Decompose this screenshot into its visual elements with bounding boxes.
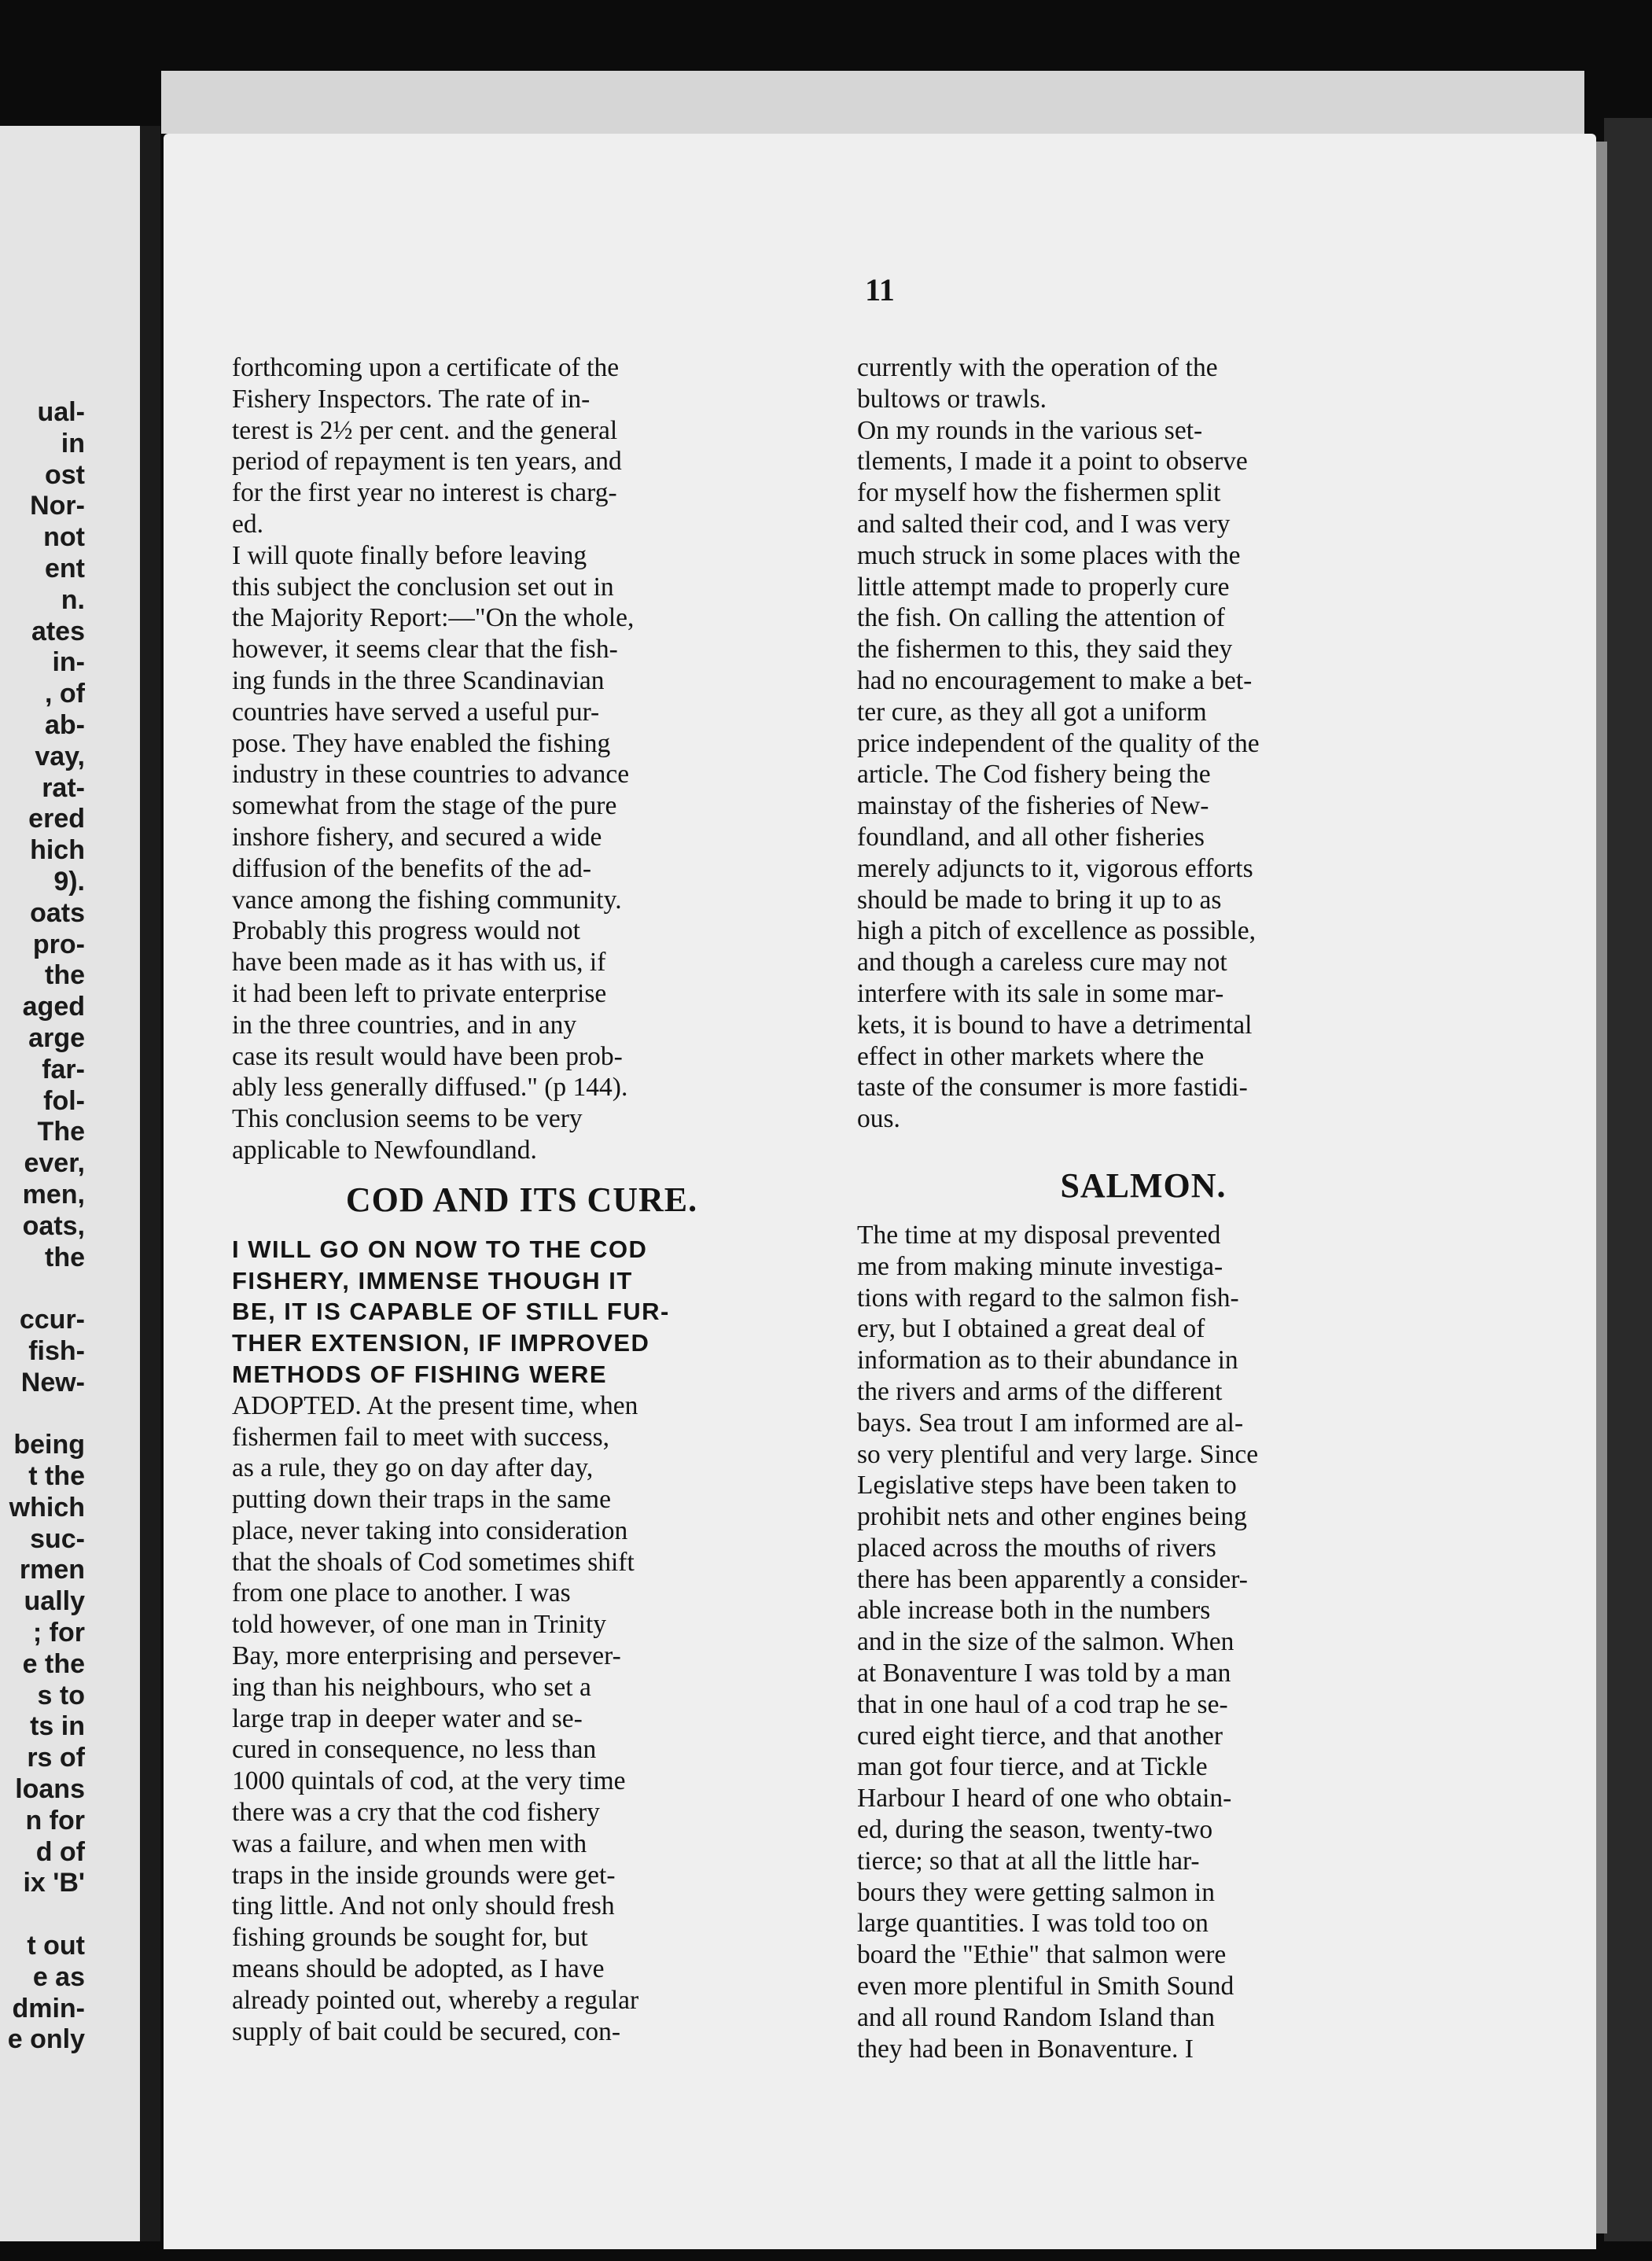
fragment-line: ost [45,459,85,490]
text-line: means should be adopted, as I have [232,1954,605,1984]
fragment-line: ever, [24,1148,85,1179]
fragment-line: The [37,1117,85,1147]
fragment-line: ab- [45,709,85,740]
fragment-line: in [61,428,85,458]
text-line: told however, of one man in Trinity [232,1610,607,1640]
text-line: so very plentiful and very large. Since [857,1439,1259,1469]
fragment-line: ually [24,1586,85,1617]
text-line: I will quote finally before leaving [232,540,587,570]
fragment-line: ; for [32,1618,85,1648]
text-line: large trap in deeper water and se- [232,1703,583,1733]
fragment-line: dmin- [12,1993,85,2023]
fragment-line: rat- [42,772,85,803]
facing-page-text [0,397,85,2056]
text-line: putting down their traps in the same [232,1485,611,1515]
fragment-line: t the [28,1461,85,1492]
fragment-line: ered [28,804,85,834]
text-line: countries have served a useful pur- [232,697,600,727]
section-opening-caps [232,1234,811,1390]
text-line: somewhat from the stage of the pure [232,791,617,821]
fragment-line: New- [20,1367,85,1397]
text-line: ing funds in the three Scandinavian [232,665,605,695]
text-line: currently with the operation of the [857,353,1218,382]
text-line: cured in consequence, no less than [232,1735,597,1765]
text-line: kets, it is bound to have a detrimental [857,1010,1253,1040]
section-heading-salmon: SALMON. [1060,1165,1227,1205]
text-line: it had been left to private enterprise [232,978,607,1008]
text-line: tions with regard to the salmon fish- [857,1283,1239,1313]
caps-text-line: METHODS OF FISHING WERE [232,1360,608,1388]
text-line: the fishermen to this, they said they [857,635,1233,665]
fragment-line: e only [7,2024,85,2055]
text-line: and all round Random Island than [857,2002,1215,2032]
text-line: large quantities. I was told too on [857,1909,1209,1939]
left-intro-paragraphs [232,352,811,1166]
text-line: forthcoming upon a certificate of the [232,353,620,382]
fragment-line: ix 'B' [23,1868,85,1898]
text-line: board the "Ethie" that salmon were [857,1940,1227,1970]
text-line: terest is 2½ per cent. and the general [232,415,618,445]
text-line: for myself how the fishermen split [857,478,1221,508]
fragment-line: 9). [53,866,85,897]
text-line: even more plentiful in Smith Sound [857,1972,1234,2001]
text-line: inshore fishery, and secured a wide [232,822,602,852]
text-line: Harbour I heard of one who obtain- [857,1784,1232,1814]
fragment-line: suc- [30,1523,85,1554]
page-top-edge [161,71,1584,134]
caps-text-line: THER EXTENSION, IF IMPROVED [232,1329,650,1357]
text-line: placed across the mouths of rivers [857,1533,1216,1563]
text-line: able increase both in the numbers [857,1596,1211,1626]
text-line: was a failure, and when men with [232,1828,587,1858]
text-line: applicable to Newfoundland. [232,1135,537,1165]
fragment-line: n. [61,584,85,615]
left-text-column [232,352,811,2047]
fragment-line: arge [28,1022,85,1053]
text-line: effect in other markets where the [857,1041,1205,1071]
right-intro-paragraphs [857,352,1429,1135]
fragment-line: ts in [30,1711,85,1742]
fragment-line: rmen [19,1555,85,1585]
text-line: pose. They have enabled the fishing [232,728,611,758]
text-line: this subject the conclusion set out in [232,572,614,602]
fragment-line: the [45,960,85,991]
text-line: the Majority Report:—"On the whole, [232,603,635,633]
caps-text-line: I WILL GO ON NOW TO THE COD [232,1235,648,1263]
text-line: high a pitch of excellence as possible, [857,916,1256,946]
text-line: ing than his neighbours, who set a [232,1672,591,1702]
text-line: vance among the fishing community. [232,885,622,915]
fragment-line: far- [42,1054,85,1084]
fragment-line: oats [30,897,85,928]
fragment-line: not [43,522,85,553]
fragment-line: t out [27,1931,85,1961]
text-line: that in one haul of a cod trap he se- [857,1689,1228,1719]
text-line: ed, during the season, twenty-two [857,1815,1213,1845]
text-line: Probably this progress would not [232,916,580,946]
fragment-line: fol- [43,1085,85,1116]
right-text-column [857,352,1429,2064]
fragment-line: aged [22,992,85,1022]
text-line: already pointed out, whereby a regular [232,1985,639,2015]
text-line: and salted their cod, and I was very [857,509,1231,539]
text-line: article. The Cod fishery being the [857,760,1211,790]
fragment-line: loans [15,1774,85,1805]
text-line: and though a careless cure may not [857,948,1227,978]
text-line: bultows or trawls. [857,384,1047,414]
text-line: supply of bait could be secured, con- [232,2016,620,2046]
fragment-line: e the [22,1648,85,1679]
text-line: should be made to bring it up to as [857,885,1222,915]
text-line: me from making minute investiga- [857,1251,1223,1281]
fragment-line [0,1273,85,1305]
fragment-line: pro- [32,929,85,959]
fragment-line: hich [30,835,85,866]
text-line: man got four tierce, and at Tickle [857,1752,1208,1782]
fragment-line: ccur- [19,1305,85,1335]
document-page [164,134,1596,2249]
fragment-line: , of [45,679,85,709]
fragment-line: in- [52,647,85,678]
fragment-line: e as [32,1961,85,1992]
section-gap [857,1135,1429,1152]
text-line: there was a cry that the cod fishery [232,1798,600,1828]
text-line: in the three countries, and in any [232,1010,577,1040]
fragment-line: Nor- [30,491,85,521]
text-line: prohibit nets and other engines being [857,1502,1247,1532]
text-line: they had been in Bonaventure. I [857,2034,1194,2064]
text-line: for the first year no interest is charg- [232,478,617,508]
text-line: ADOPTED. At the present time, when [232,1390,638,1420]
text-line: information as to their abundance in [857,1346,1238,1375]
section-heading-cod: COD AND ITS CURE. [345,1180,698,1219]
text-line: fishing grounds be sought for, but [232,1923,588,1953]
right-body-paragraphs [857,1220,1429,2065]
text-line: ed. [232,509,263,539]
fragment-line: ual- [37,397,85,427]
fragment-line: ates [31,616,85,646]
text-line: period of repayment is ten years, and [232,447,622,477]
text-line: 1000 quintals of cod, at the very time [232,1766,626,1796]
text-line: This conclusion seems to be very [232,1104,583,1134]
text-line: tierce; so that at all the little har- [857,1846,1200,1876]
text-line: much struck in some places with the [857,540,1241,570]
text-line: Fishery Inspectors. The rate of in- [232,384,591,414]
text-line: tlements, I made it a point to observe [857,447,1248,477]
text-line: at Bonaventure I was told by a man [857,1659,1231,1688]
fragment-line: rs of [27,1743,85,1773]
text-line: The time at my disposal prevented [857,1220,1221,1250]
fragment-line: vay, [35,741,85,771]
text-line: interfere with its sale in some mar- [857,978,1224,1008]
fragment-line: ent [45,553,85,584]
text-line: ter cure, as they all got a uniform [857,697,1207,727]
fragment-line: d of [35,1836,85,1867]
fragment-line: n for [25,1805,85,1836]
text-line: and in the size of the salmon. When [857,1627,1234,1657]
fragment-line [0,1899,85,1931]
fragment-line: s to [37,1680,85,1710]
text-line: price independent of the quality of the [857,728,1260,758]
text-line: fishermen fail to meet with success, [232,1422,610,1452]
caps-text-line: FISHERY, IMMENSE THOUGH IT [232,1266,633,1294]
facing-page-fragment [0,126,140,2241]
text-line: ous. [857,1104,900,1134]
fragment-line: oats, [22,1210,85,1241]
fragment-line: the [45,1242,85,1272]
left-body-paragraphs [232,1390,811,2048]
text-line: ery, but I obtained a great deal of [857,1314,1205,1344]
text-line: case its result would have been prob- [232,1041,623,1071]
text-line: there has been apparently a consider- [857,1564,1248,1594]
text-line: mainstay of the fisheries of New- [857,791,1209,821]
book-right-edge [1604,118,1652,2241]
text-line: the fish. On calling the attention of [857,603,1225,633]
text-line: Bay, more enterprising and persever- [232,1641,621,1671]
text-line: from one place to another. I was [232,1578,571,1608]
text-line: Legislative steps have been taken to [857,1471,1237,1501]
text-line: ting little. And not only should fresh [232,1891,615,1921]
text-line: place, never taking into consideration [232,1515,628,1545]
text-line: On my rounds in the various set- [857,415,1203,445]
text-line: bays. Sea trout I am informed are al- [857,1408,1244,1438]
caps-text-line: BE, IT IS CAPABLE OF STILL FUR- [232,1298,670,1326]
fragment-line: which [9,1492,85,1523]
text-line: that the shoals of Cod sometimes shift [232,1547,635,1577]
fragment-line [0,1399,85,1431]
text-line: the rivers and arms of the different [857,1376,1223,1406]
fragment-line: men, [22,1179,85,1210]
text-line: industry in these countries to advance [232,760,630,790]
book-binding [140,126,160,2241]
text-line: cured eight tierce, and that another [857,1721,1223,1751]
text-line: however, it seems clear that the fish- [232,635,618,665]
fragment-line: being [13,1430,85,1460]
text-line: merely adjuncts to it, vigorous efforts [857,853,1253,883]
text-line: had no encouragement to make a bet- [857,665,1253,695]
text-line: taste of the consumer is more fastidi- [857,1073,1248,1103]
text-line: traps in the inside grounds were get- [232,1860,616,1890]
text-line: diffusion of the benefits of the ad- [232,853,592,883]
text-line: little attempt made to properly cure [857,572,1230,602]
page-number: 11 [865,272,895,307]
text-line: bours they were getting salmon in [857,1877,1215,1907]
fragment-line: fish- [28,1335,85,1366]
text-line: foundland, and all other fisheries [857,822,1205,852]
text-line: as a rule, they go on day after day, [232,1453,594,1483]
text-line: ably less generally diffused." (p 144). [232,1073,628,1103]
text-line: have been made as it has with us, if [232,948,606,978]
